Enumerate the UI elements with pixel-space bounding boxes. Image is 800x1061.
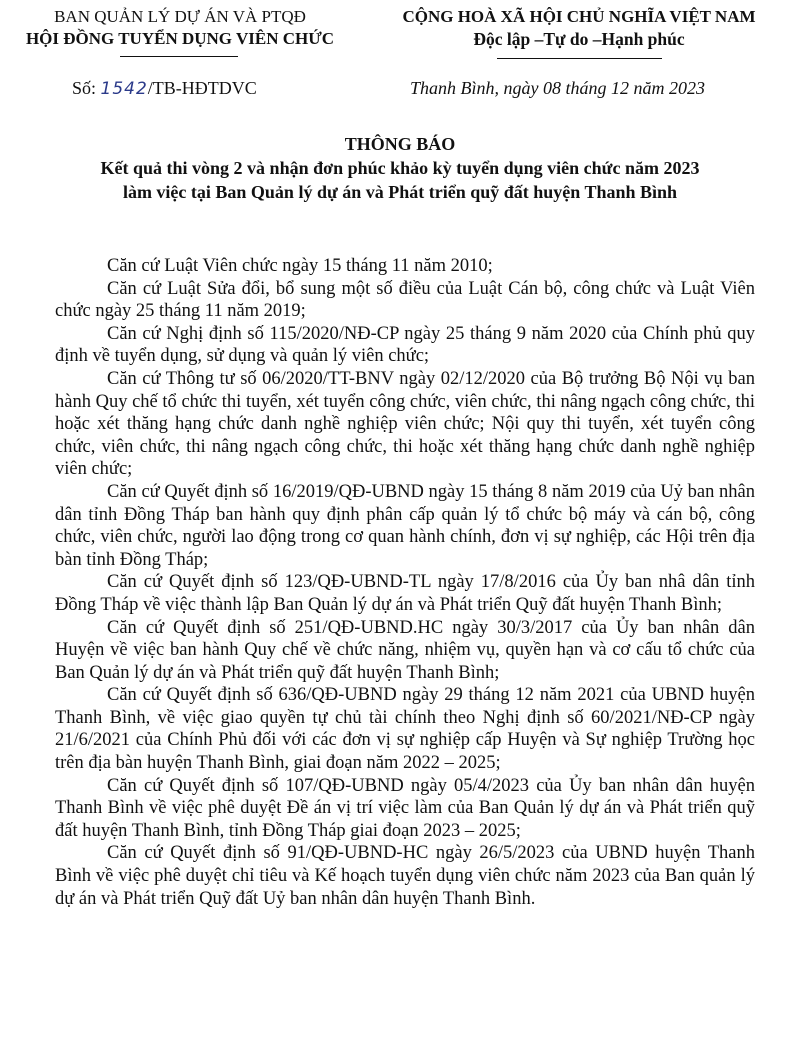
title-line-2: làm việc tại Ban Quản lý dự án và Phát triển quỹ đất huyện Thanh Bình: [122, 182, 678, 202]
document-title: [0, 132, 800, 204]
legal-basis-paragraph: Căn cứ Quyết định số 91/QĐ-UBND-HC ngày 26/5/2023 của UBND huyện Thanh Bình về việc phê duyệt chỉ tiêu và Kế hoạch tuyển dụng viên chức năm 2023 của Ban quản lý dự án và Phát triển Quỹ đất Uỷ ban nhân dân huyện Thanh Bình.: [55, 843, 755, 909]
title-line-1: Kết quả thi vòng 2 và nhận đơn phúc khảo kỳ tuyển dụng viên chức năm 2023: [100, 158, 700, 178]
legal-basis-paragraph: Căn cứ Quyết định số 636/QĐ-UBND ngày 29 tháng 12 năm 2021 của UBND huyện Thanh Bình, về việc giao quyền tự chủ tài chính theo Nghị định số 60/2021/NĐ-CP ngày 21/6/2021 của Chính Phủ đối với các đơn vị sự nghiệp cấp Huyện và Sự nghiệp Trường học trên địa bàn huyện Thanh Bình, giai đoạn năm 2022 – 2025;: [55, 685, 755, 774]
number-suffix: /TB-HĐTDVC: [147, 78, 257, 98]
agency-name: BAN QUẢN LÝ DỰ ÁN VÀ PTQĐ: [54, 7, 306, 26]
document-body: [55, 255, 755, 910]
legal-basis-paragraph: Căn cứ Luật Viên chức ngày 15 tháng 11 năm 2010;: [107, 256, 493, 276]
title-heading: THÔNG BÁO: [344, 134, 456, 154]
legal-basis-paragraph: Căn cứ Quyết định số 251/QĐ-UBND.HC ngày 30/3/2017 của Ủy ban nhân dân Huyện về việc ban hành Quy chế về chức năng, nhiệm vụ, quyền hạn và cơ cấu tổ chức của Ban Quản lý dự án và Phát triển quỹ đất huyện Thanh Bình;: [55, 617, 755, 683]
motto: Độc lập –Tự do –Hạnh phúc: [473, 29, 685, 49]
council-name: HỘI ĐỒNG TUYỂN DỤNG VIÊN CHỨC: [25, 29, 335, 48]
legal-basis-paragraph: Căn cứ Thông tư số 06/2020/TT-BNV ngày 02/12/2020 của Bộ trưởng Bộ Nội vụ ban hành Quy chế tổ chức thi tuyển, xét tuyển công chức, viên chức, thi nâng ngạch công chức, thi hoặc xét thăng hạng chức danh nghề nghiệp viên chức; Nội quy thi tuyển, xét tuyển công chức, viên chức, thi nâng ngạch công chức, thi hoặc xét thăng hạng chức danh nghề nghiệp viên chức;: [55, 368, 755, 480]
document-meta: [0, 78, 800, 106]
document-header: [0, 6, 800, 66]
legal-basis-paragraph: Căn cứ Quyết định số 123/QĐ-UBND-TL ngày 17/8/2016 của Ủy ban nhâ dân tỉnh Đồng Tháp về việc thành lập Ban Quản lý dự án và Phát triển Quỹ đất huyện Thanh Bình;: [55, 572, 755, 615]
legal-basis-paragraph: Căn cứ Nghị định số 115/2020/NĐ-CP ngày 25 tháng 9 năm 2020 của Chính phủ quy định về tuyển dụng, sử dụng và quản lý viên chức;: [55, 323, 755, 367]
country-name: CỘNG HOÀ XÃ HỘI CHỦ NGHĨA VIỆT NAM: [402, 7, 756, 26]
handwritten-number: 1542: [100, 79, 148, 99]
header-divider-left: [120, 56, 238, 57]
header-divider-right: [497, 58, 662, 59]
number-label: Số:: [72, 78, 97, 98]
issuing-agency: [0, 6, 360, 50]
document-number: [72, 78, 257, 99]
national-motto: [358, 6, 800, 50]
legal-basis-paragraph: Căn cứ Quyết định số 107/QĐ-UBND ngày 05/4/2023 của Ủy ban nhân dân huyện Thanh Bình về việc phê duyệt Đề án vị trí việc làm của Ban Quản lý dự án và Phát triển quỹ đất huyện Thanh Bình, tỉnh Đồng Tháp giai đoạn 2023 – 2025;: [55, 775, 755, 841]
place-and-date: Thanh Bình, ngày 08 tháng 12 năm 2023: [410, 78, 705, 98]
legal-basis-paragraph: Căn cứ Quyết định số 16/2019/QĐ-UBND ngày 15 tháng 8 năm 2019 của Uỷ ban nhân dân tỉnh Đồng Tháp ban hành quy định phân cấp quản lý tổ chức bộ máy và cán bộ, công chức, viên chức, người lao động trong cơ quan hành chính, đơn vị sự nghiệp, các Hội trên địa bàn tỉnh Đồng Tháp;: [55, 481, 755, 570]
legal-basis-paragraph: Căn cứ Luật Sửa đổi, bổ sung một số điều của Luật Cán bộ, công chức và Luật Viên chức ngày 25 tháng 11 năm 2019;: [55, 278, 755, 322]
